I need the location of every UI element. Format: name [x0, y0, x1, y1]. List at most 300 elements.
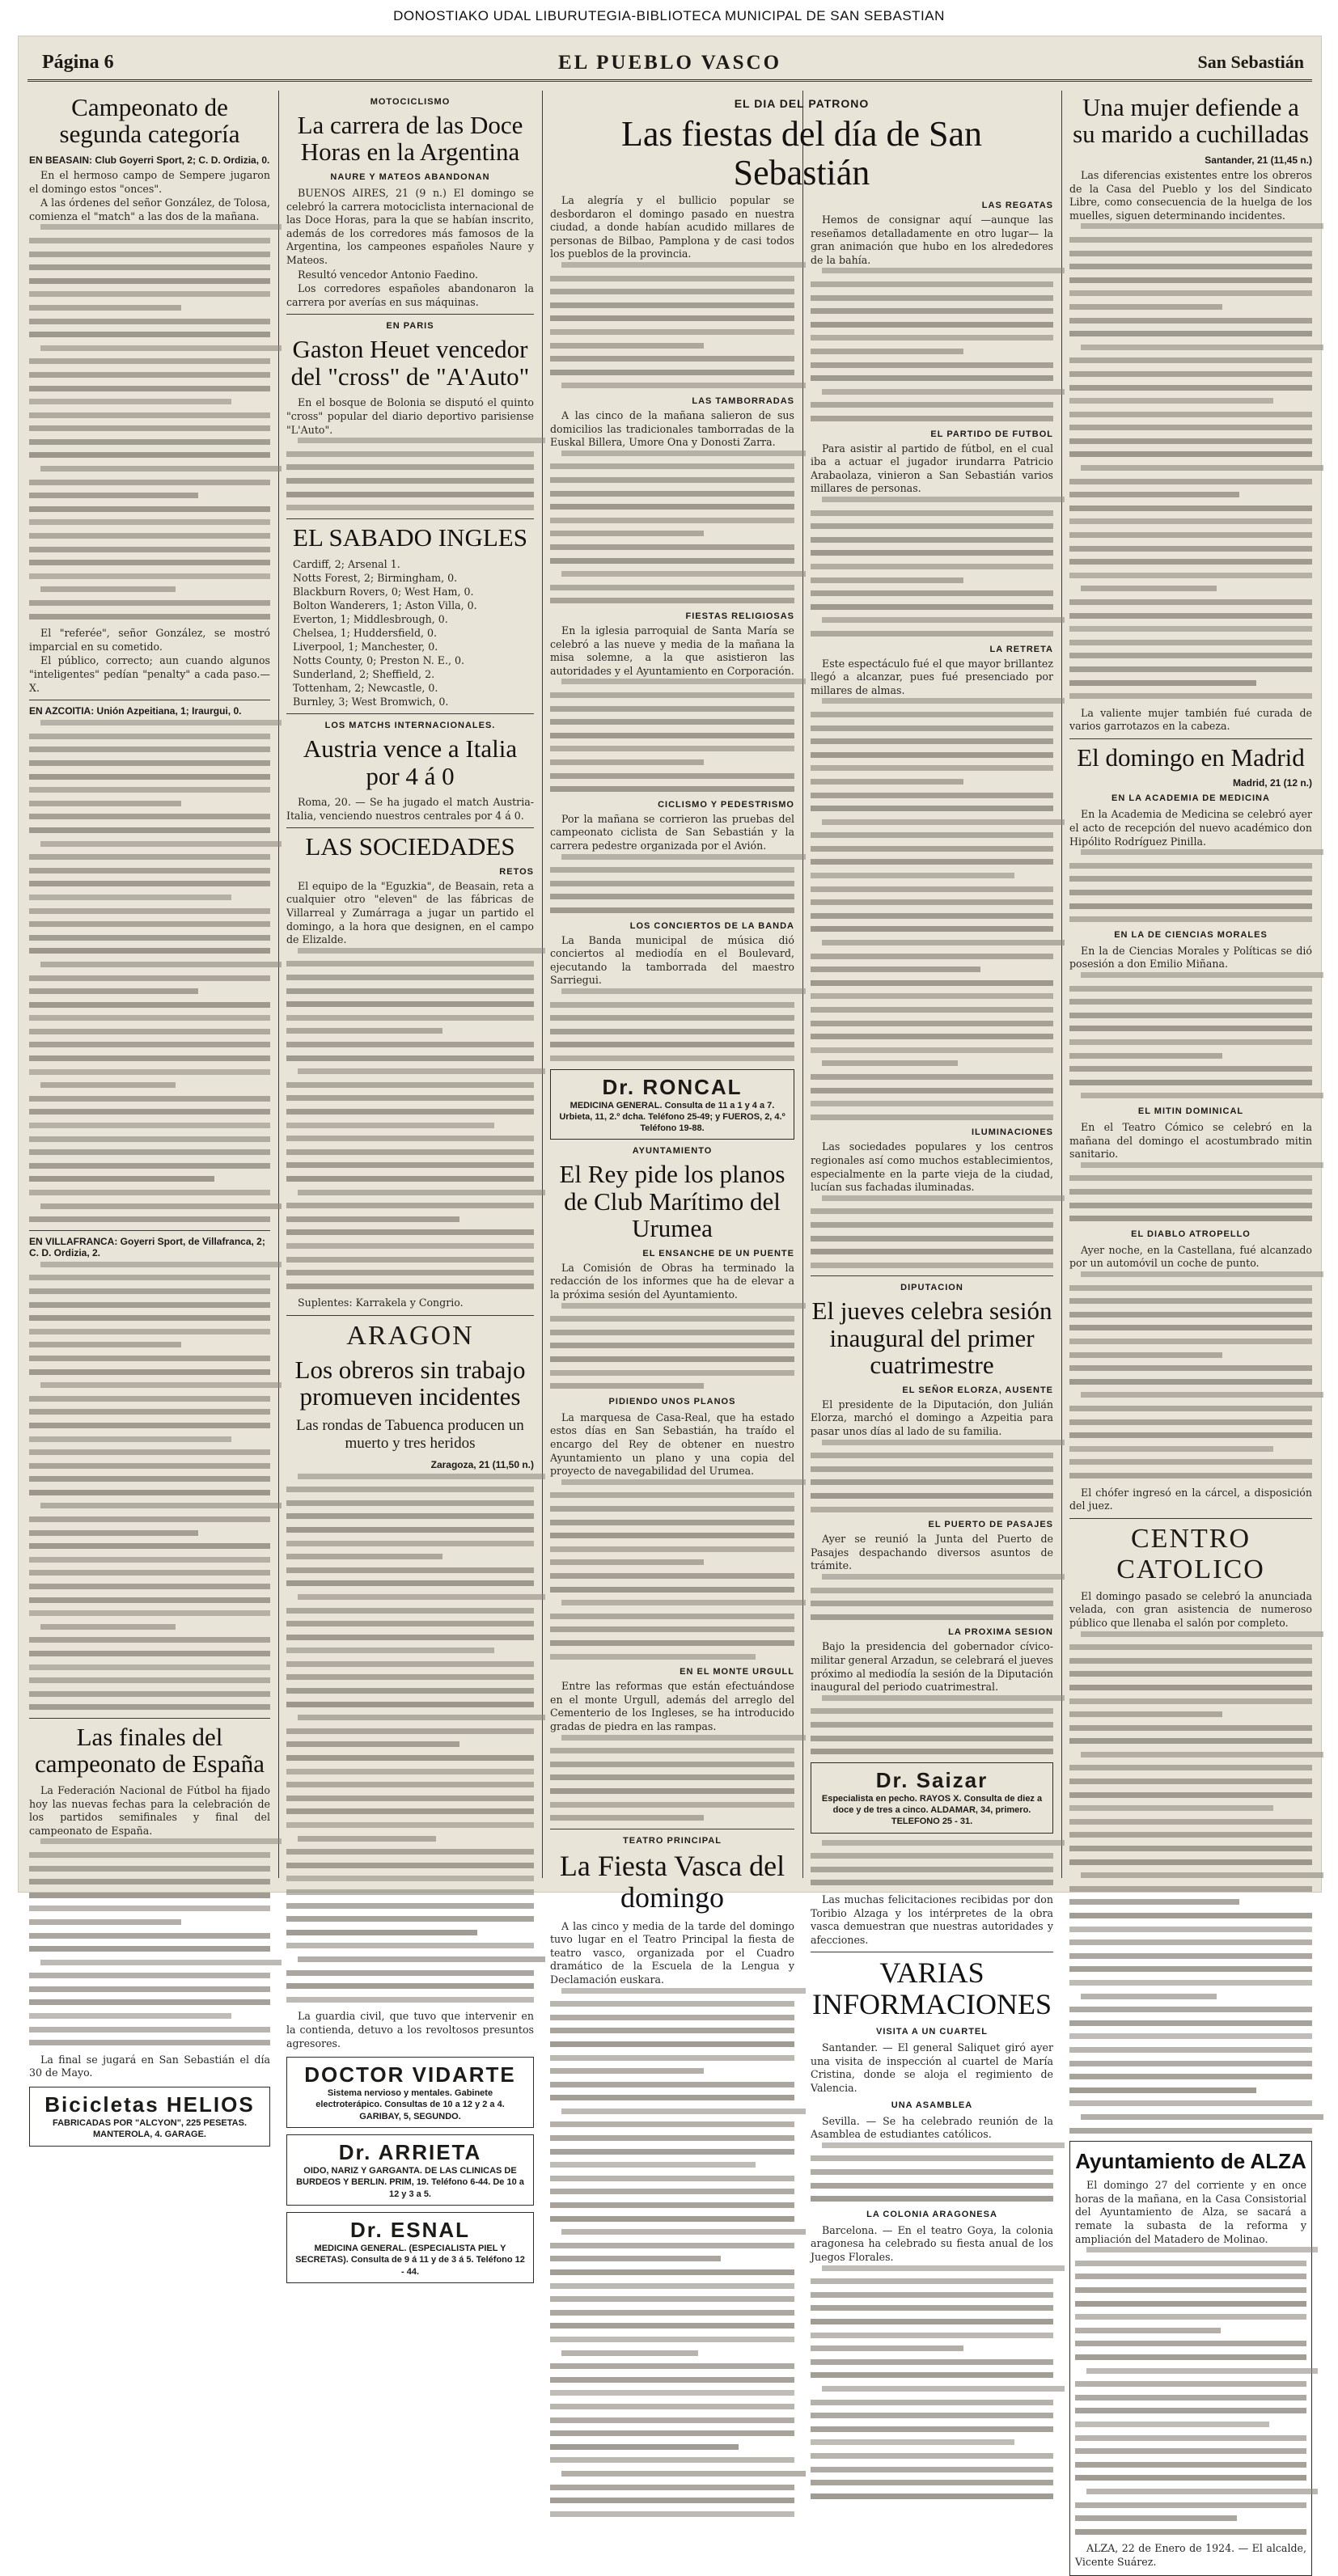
text-line: [550, 1316, 794, 1322]
text-line: [811, 2319, 1053, 2324]
article-paragraph: Este espectáculo fué el que mayor brillantez llegó a alcanzar, pues fué presenciado por millares de almas.: [811, 657, 1053, 696]
ad-title: Dr. Saizar: [875, 1767, 989, 1792]
article-paragraph: En la Academia de Medicina se celebró ayer el acto de recepción del nuevo académico don Hipólito Rodríguez Pinilla.: [1069, 808, 1312, 848]
text-line: [29, 1677, 270, 1683]
text-line: [550, 1815, 704, 1821]
article-paragraph: A las cinco y media de la tarde del domingo tuvo lugar en el Teatro Principal la fiesta de teatro vasco, organizada por el Cuadro dramático de la Escuela de la Lengua y Declamación euskara.: [550, 1919, 794, 1986]
text-line: [1069, 290, 1312, 296]
text-line: [811, 2359, 1053, 2365]
text-line: [29, 1610, 270, 1616]
text-line: [29, 412, 270, 418]
text-line: [1081, 1872, 1323, 1878]
text-line: [561, 2471, 806, 2477]
text-line: [1069, 1298, 1312, 1304]
text-line: [550, 2296, 794, 2302]
article-paragraph: Suplentes: Karrakela y Congrio.: [298, 1296, 464, 1309]
text-line: [286, 1527, 534, 1533]
text-line: [286, 1621, 534, 1626]
section-kicker: TEATRO PRINCIPAL: [623, 1835, 722, 1846]
text-line: [561, 1303, 806, 1309]
text-line: [822, 389, 1065, 395]
text-line: [286, 1162, 534, 1168]
text-line: [40, 1262, 282, 1267]
text-line: [550, 463, 794, 469]
text-line: [561, 1988, 806, 1994]
text-line: [29, 547, 270, 552]
headline-ayuntamiento-alza: Ayuntamiento de ALZA: [1075, 2149, 1306, 2174]
subheading: EN LA ACADEMIA DE MEDICINA: [1111, 793, 1270, 804]
text-line: [286, 1916, 534, 1922]
text-line: [550, 2149, 794, 2155]
ad-text: FABRICADAS POR "ALCYON", 225 PESETAS. MANTEROLA, 4. GARAGE.: [52, 2118, 248, 2140]
text-line: [811, 1722, 1053, 1728]
text-line: [1075, 2341, 1306, 2346]
text-line: [550, 867, 794, 873]
text-line: [40, 586, 176, 592]
text-line: [286, 1001, 534, 1007]
text-line: [1069, 357, 1312, 363]
text-line: [29, 1096, 270, 1102]
text-line: [286, 1970, 534, 1976]
text-line: [286, 1728, 534, 1734]
text-line: [1086, 2368, 1318, 2374]
subheading: EL SEÑOR ELORZA, AUSENTE: [902, 1385, 1053, 1395]
text-line: [298, 1836, 436, 1842]
text-line: [29, 801, 181, 806]
text-line: [811, 510, 1053, 516]
text-line: [1069, 559, 1312, 565]
text-line: [811, 2372, 1053, 2378]
text-line: [550, 759, 704, 765]
text-line: [550, 706, 794, 712]
text-line: [1069, 237, 1312, 243]
headline-doce-horas: La carrera de las Doce Horas en la Argentina: [297, 111, 523, 167]
text-line: [811, 335, 1053, 341]
text-line: [29, 560, 270, 565]
text-line: [811, 577, 963, 583]
article-paragraph: Barcelona. — En el teatro Goya, la colonia aragonesa ha celebrado su fiesta anual de los Juegos Florales.: [811, 2223, 1053, 2264]
text-line: [1081, 1994, 1217, 1999]
text-line: [286, 478, 534, 484]
text-line: [29, 827, 270, 833]
text-line: [811, 806, 1053, 811]
article-paragraph: Las sociedades populares y los centros regionales así como muchos establecimientos, especialmente en la parte vieja de la ciudad, lucían sus fachadas iluminadas.: [811, 1140, 1053, 1194]
text-line: [1069, 1939, 1312, 1945]
text-line: [550, 1559, 704, 1565]
text-line: [550, 2363, 794, 2369]
result-item: Tottenham, 2; Newcastle, 0.: [293, 682, 438, 695]
text-line: [298, 1715, 545, 1720]
text-line: [811, 993, 1053, 999]
text-line: [811, 281, 1053, 287]
filler-text: [29, 720, 270, 1222]
results-list: [286, 557, 534, 709]
divider: [286, 1315, 534, 1316]
article-paragraph: La marquesa de Casa-Real, que ha estado estos días en San Sebastián, ha traído el encargo del Rey de obtener en nuestro Ayuntamiento un plano y una copia del proyecto de navegabilidad del Urumea.: [550, 1411, 794, 1478]
text-line: [1069, 1832, 1312, 1838]
text-line: [1069, 546, 1312, 552]
text-line: [811, 1736, 1053, 1741]
subheading: EL PUERTO DE PASAJES: [928, 1520, 1053, 1530]
text-line: [1069, 1473, 1312, 1478]
text-line: [550, 276, 794, 281]
article-paragraph: Santander. — El general Saliquet giró ayer una visita de inspección al cuartel de María Cristina, donde se aloja el regimiento de Valencia.: [811, 2041, 1053, 2095]
text-line: [298, 1068, 545, 1074]
text-line: [286, 1889, 534, 1895]
text-line: [1069, 680, 1256, 686]
text-line: [29, 1543, 270, 1549]
text-line: [29, 921, 270, 927]
article-paragraph: La alegría y el bullicio popular se desbordaron el domingo pasado en nuestra ciudad, a donde habían acudido millares de personas de Bilbao, Pamplona y de casi todos los pueblos de la provincia.: [550, 194, 794, 260]
divider: [29, 1718, 270, 1719]
text-line: [1075, 2314, 1306, 2320]
text-line: [29, 1664, 270, 1670]
text-line: [811, 550, 1053, 556]
text-line: [550, 2256, 721, 2261]
text-line: [286, 492, 534, 497]
text-line: [550, 302, 794, 308]
text-line: [298, 1956, 545, 1962]
text-line: [1069, 1671, 1312, 1677]
text-line: [1069, 1053, 1222, 1059]
text-line: [1069, 1203, 1312, 1208]
text-line: [811, 590, 1053, 596]
text-line: [1069, 385, 1312, 391]
text-line: [286, 1015, 534, 1021]
text-line: [286, 1608, 534, 1614]
text-line: [286, 1082, 534, 1088]
text-line: [29, 1288, 270, 1294]
ad-title: Dr. ARRIETA: [338, 2140, 482, 2165]
section-kicker: EL DIA DEL PATRONO: [734, 97, 870, 110]
text-line: [811, 1853, 1053, 1859]
text-line: [822, 698, 1065, 704]
text-line: [298, 948, 545, 954]
text-line: [1069, 2033, 1312, 2039]
text-line: [29, 1476, 270, 1482]
city-name: San Sebastián: [1197, 52, 1304, 72]
result-item: Burnley, 3; West Bromwich, 0.: [293, 696, 449, 709]
filler-text: [1069, 1631, 1312, 2134]
text-line: [550, 1762, 794, 1767]
text-line: [29, 452, 270, 458]
text-line: [286, 1688, 534, 1694]
headline-sociedades: LAS SOCIEDADES: [305, 832, 515, 861]
text-line: [29, 1329, 270, 1335]
text-line: [811, 2155, 1053, 2161]
text-line: [550, 1492, 794, 1498]
text-line: [286, 1095, 534, 1101]
text-line: [298, 1190, 545, 1195]
text-line: [550, 2001, 794, 2007]
page-number: Página 6: [42, 52, 114, 73]
subheading: EL PARTIDO DE FUTBOL: [930, 429, 1053, 439]
text-line: [811, 913, 1053, 919]
text-line: [811, 1263, 1053, 1268]
text-line: [811, 308, 1053, 314]
text-line: [286, 1635, 534, 1640]
text-line: [1069, 1066, 1312, 1072]
text-line: [1069, 666, 1312, 672]
text-line: [1081, 1162, 1323, 1168]
text-line: [286, 1109, 534, 1115]
text-line: [286, 1702, 534, 1707]
advertisement-bicicletas: [29, 2087, 270, 2147]
text-line: [286, 1243, 534, 1249]
subheading: CICLISMO Y PEDESTRISMO: [658, 799, 794, 810]
text-line: [286, 1769, 534, 1774]
text-line: [1069, 876, 1312, 882]
text-line: [1075, 2475, 1306, 2481]
text-line: [1075, 2435, 1306, 2441]
article-paragraph: Ayer noche, en la Castellana, fué alcanzado por un automóvil un coche de punto.: [1069, 1243, 1312, 1270]
text-line: [1069, 451, 1312, 457]
text-line: [1069, 331, 1312, 336]
text-line: [550, 2202, 794, 2208]
library-banner: DONOSTIAKO UDAL LIBURUTEGIA-BIBLIOTECA MUNICIPAL DE SAN SEBASTIAN: [0, 0, 1338, 32]
match-lead: EN AZCOITIA: Unión Azpeitiana, 1; Iraurgui, 0.: [29, 705, 242, 717]
subheading: ILUMINACIONES: [972, 1127, 1053, 1138]
text-line: [29, 305, 181, 311]
text-line: [1069, 251, 1312, 256]
text-line: [1069, 573, 1312, 578]
filler-text: [811, 1574, 1053, 1620]
text-line: [822, 1440, 1065, 1445]
text-line: [811, 1749, 1053, 1754]
text-line: [561, 571, 806, 577]
text-line: [811, 859, 1053, 865]
article-paragraph: La Banda municipal de música dió conciertos al mediodía en el Boulevard, ejecutando la tamborrada del maestro Sarriegui.: [550, 933, 794, 987]
text-line: [822, 2142, 1065, 2148]
text-line: [29, 291, 270, 297]
text-line: [29, 1423, 270, 1428]
text-line: [811, 926, 1053, 932]
text-line: [40, 841, 282, 847]
article-paragraph: En el hermoso campo de Sempere jugaron el domingo estos "onces".: [29, 168, 270, 195]
ad-title: Dr. RONCAL: [602, 1074, 743, 1099]
text-line: [1069, 1039, 1312, 1045]
filler-text: [550, 1988, 794, 2517]
text-line: [1069, 1013, 1312, 1018]
text-line: [286, 1028, 442, 1034]
text-line: [811, 2196, 1053, 2202]
text-line: [550, 2377, 794, 2383]
text-line: [29, 372, 270, 378]
text-line: [811, 604, 1053, 610]
text-line: [550, 1640, 794, 1646]
text-line: [1069, 398, 1273, 404]
text-line: [1069, 1339, 1312, 1344]
text-line: [550, 558, 794, 564]
text-line: [1081, 345, 1323, 350]
text-line: [1069, 505, 1312, 511]
text-line: [29, 1176, 214, 1182]
text-line: [1069, 1899, 1239, 1905]
text-line: [550, 733, 794, 738]
text-line: [29, 1002, 270, 1008]
text-line: [811, 1236, 1053, 1241]
section-kicker: MOTOCICLISMO: [370, 97, 451, 107]
text-line: [550, 907, 794, 913]
column-rule: [802, 91, 803, 1878]
text-line: [29, 573, 270, 579]
text-line: [29, 787, 270, 793]
text-line: [1069, 1779, 1312, 1784]
text-line: [286, 1997, 534, 2003]
text-line: [29, 1216, 270, 1222]
text-line: [561, 988, 806, 994]
text-line: [1069, 2087, 1256, 2093]
text-line: [1075, 2515, 1237, 2521]
article-paragraph: La valiente mujer también fué curada de varios garrotazos en la cabeza.: [1069, 706, 1312, 733]
newspaper-title: EL PUEBLO VASCO: [557, 52, 782, 74]
text-line: [1069, 863, 1312, 869]
text-line: [550, 1654, 756, 1660]
filler-text: [811, 1695, 1053, 1754]
article-paragraph: BUENOS AIRES, 21 (9 n.) El domingo se celebró la carrera motociclista internacional de las Doce Horas, para la que se habían inscrito, además de los corredores más famosos de la Argentina, los campeones españoles Naure y Mateos.: [286, 186, 534, 266]
headline-mujer-cuchilladas: Una mujer defiende a su marido a cuchilladas: [1073, 93, 1309, 149]
text-line: [286, 1863, 534, 1868]
text-line: [29, 319, 270, 324]
article-paragraph: La final se jugará en San Sebastián el día 30 de Mayo.: [29, 2053, 270, 2079]
advertisement-saizar: [811, 1762, 1053, 1834]
text-line: [29, 1369, 270, 1375]
text-line: [811, 362, 1053, 368]
text-line: [550, 370, 794, 375]
text-line: [550, 2068, 704, 2074]
divider: [811, 1275, 1053, 1276]
text-line: [550, 1506, 794, 1512]
text-line: [286, 1648, 494, 1653]
text-line: [40, 1203, 282, 1209]
text-line: [550, 1356, 794, 1362]
text-line: [40, 224, 282, 230]
headline-segunda-categoria: Campeonato de segunda categoría: [59, 93, 240, 149]
text-line: [550, 1029, 794, 1034]
text-line: [29, 1436, 231, 1442]
text-line: [550, 1042, 794, 1047]
text-line: [1069, 1352, 1222, 1358]
text-line: [1069, 599, 1312, 605]
headline-austria-italia: Austria vence a Italia por 4 á 0: [303, 734, 518, 790]
text-line: [811, 765, 1053, 771]
text-line: [550, 2162, 756, 2168]
headline-sabado-ingles: EL SABADO INGLES: [293, 522, 527, 552]
section-kicker: DIPUTACION: [900, 1283, 963, 1293]
text-line: [29, 1275, 270, 1280]
text-line: [550, 343, 704, 349]
text-line: [1069, 2007, 1312, 2012]
text-line: [811, 2400, 1053, 2405]
text-line: [1075, 2529, 1306, 2535]
text-line: [29, 1015, 270, 1021]
deck: Las rondas de Tabuenca producen un muerto y tres heridos: [296, 1416, 524, 1452]
text-line: [1075, 2287, 1306, 2293]
text-line: [550, 746, 794, 751]
text-line: [1069, 693, 1312, 699]
text-line: [1081, 972, 1323, 978]
dateline: Santander, 21 (11,45 n.): [1205, 154, 1312, 166]
text-line: [822, 1695, 1065, 1701]
text-line: [811, 954, 1053, 959]
text-line: [286, 1808, 534, 1814]
article-paragraph: El domingo pasado se celebró la anunciada velada, con gran asistencia de numeroso público que llenaba el salón por completo.: [1069, 1589, 1312, 1629]
text-line: [286, 1216, 459, 1222]
text-line: [1081, 586, 1217, 591]
text-line: [1069, 1966, 1312, 1972]
text-line: [29, 908, 270, 914]
text-line: [550, 2417, 794, 2423]
subheading: LAS TAMBORRADAS: [692, 395, 794, 406]
text-line: [286, 1661, 534, 1667]
text-line: [29, 264, 270, 270]
result-item: Liverpool, 1; Manchester, 0.: [293, 641, 438, 654]
text-line: [286, 451, 534, 457]
subheading: EL MITIN DOMINICAL: [1137, 1106, 1244, 1116]
text-line: [811, 2480, 1053, 2485]
text-line: [811, 537, 1053, 543]
text-line: [29, 948, 270, 954]
result-item: Everton, 1; Middlesbrough, 0.: [293, 613, 448, 626]
text-line: [1069, 890, 1312, 895]
text-line: [286, 1229, 534, 1235]
text-line: [286, 1674, 534, 1680]
divider: [29, 1230, 270, 1231]
article-paragraph: A las cinco de la mañana salieron de sus domicilios las tradicionales tamborradas de la Euskal Billera, Umore Ona y Donosti Zarra.: [550, 408, 794, 449]
result-item: Notts Forest, 2; Birmingham, 0.: [293, 572, 458, 585]
text-line: [550, 2176, 794, 2181]
text-line: [286, 1554, 442, 1559]
text-line: [1069, 1913, 1312, 1918]
text-line: [811, 738, 1053, 744]
filler-text: [811, 1440, 1053, 1512]
text-line: [29, 1190, 270, 1195]
text-line: [550, 1383, 704, 1389]
text-line: [550, 1343, 794, 1348]
match-lead: EN BEASAIN: Club Goyerri Sport, 2; C. D. Ordizia, 0.: [29, 154, 270, 166]
text-line: [1069, 1846, 1312, 1851]
column-rule: [542, 91, 543, 1878]
text-line: [29, 975, 270, 981]
subheading: LAS REGATAS: [981, 201, 1053, 210]
filler-text: [550, 1303, 794, 1390]
text-line: [1069, 1419, 1312, 1425]
text-line: [822, 2386, 1065, 2392]
match-lead: EN VILLAFRANCA: Goyerri Sport, de Villafranca, 2; C. D. Ordizia, 2.: [29, 1235, 265, 1258]
text-line: [1075, 2354, 1306, 2360]
text-line: [1081, 1093, 1323, 1098]
text-line: [1069, 653, 1312, 658]
text-line: [40, 720, 282, 725]
text-line: [1069, 1711, 1222, 1717]
text-line: [40, 1960, 282, 1965]
filler-text: [811, 2142, 1053, 2202]
filler-text: [1069, 223, 1312, 699]
text-line: [1069, 613, 1312, 619]
text-line: [811, 1867, 1053, 1872]
text-line: [561, 450, 806, 456]
column-rule: [278, 91, 279, 1878]
text-line: [1081, 1271, 1323, 1277]
text-line: [1081, 849, 1323, 855]
text-line: [1069, 412, 1312, 417]
text-line: [29, 774, 270, 780]
text-line: [29, 1149, 270, 1155]
text-line: [811, 1007, 1053, 1013]
text-line: [822, 819, 1065, 825]
ad-title: Dr. ESNAL: [349, 2217, 471, 2242]
text-line: [811, 793, 1053, 798]
